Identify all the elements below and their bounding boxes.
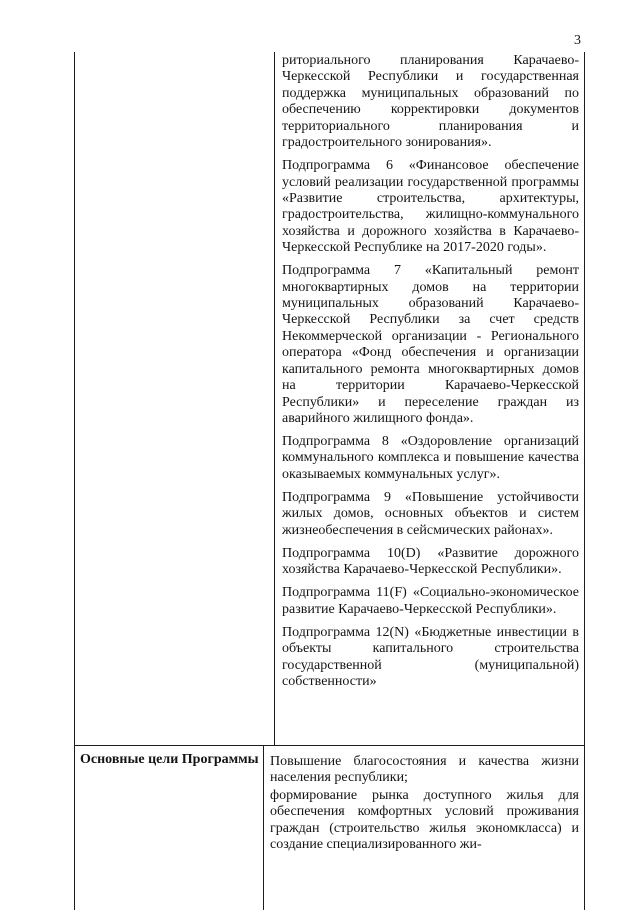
subprograms-cell: [282, 53, 579, 690]
subprogram-text: Подпрограмма 8 «Оздоровление организаций коммунального комплекса и повышение качества оказываемых коммунальных услуг».: [282, 434, 579, 482]
goals-label: Основные цели Программы: [80, 752, 259, 767]
table-row-separator: [74, 745, 585, 746]
page-number: 3: [574, 33, 581, 48]
subprogram-text: Подпрограмма 6 «Финансовое обеспечение условий реализации государственной программы «Развитие строительства, архитектуры, градостроительства, жилищно-коммунального хозяйства и дорожного хозяйства в Карачаево-Черкесской Республике на 2017-2020 годы».: [282, 158, 579, 256]
goals-cell: [270, 754, 579, 853]
subprogram-text: риториального планирования Карачаево-Черкесской Республики и государственная поддержка муниципальных образований по обеспечению корректировки документов территориального планирования и градостроительного зонирования».: [282, 53, 579, 151]
table-border-right: [584, 52, 585, 910]
table-divider-top: [274, 52, 275, 745]
subprogram-text: Подпрограмма 10(D) «Развитие дорожного хозяйства Карачаево-Черкесской Республики».: [282, 545, 579, 578]
subprogram-text: Подпрограмма 9 «Повышение устойчивости жилых домов, основных объектов и систем жизнеобеспечения в сейсмических районах».: [282, 489, 579, 538]
table-divider-bottom: [263, 745, 264, 910]
table-border-left: [74, 52, 75, 910]
subprogram-text: Подпрограмма 11(F) «Социально-экономическое развитие Карачаево-Черкесской Республики».: [282, 585, 579, 617]
goal-text: формирование рынка доступного жилья для обеспечения комфортных условий проживания граждан (строительство жилья экономкласса) и создание специализированного жи-: [270, 787, 579, 853]
program-passport-table: [74, 52, 585, 910]
goal-text: Повышение благосостояния и качества жизни населения республики;: [270, 754, 579, 786]
subprogram-text: Подпрограмма 7 «Капитальный ремонт многоквартирных домов на территории муниципальных образований Карачаево-Черкесской Республики за счет средств Некоммерческой организации - Регионального оператора «Фонд обеспечения и организации капитального ремонта многоквартирных домов на территории Карачаево-Черкесской Республики» и переселение граждан из аварийного жилищного фонда».: [282, 263, 579, 426]
subprogram-text: Подпрограмма 12(N) «Бюджетные инвестиции в объекты капитального строительства государственной (муниципальной) собственности»: [282, 624, 579, 690]
